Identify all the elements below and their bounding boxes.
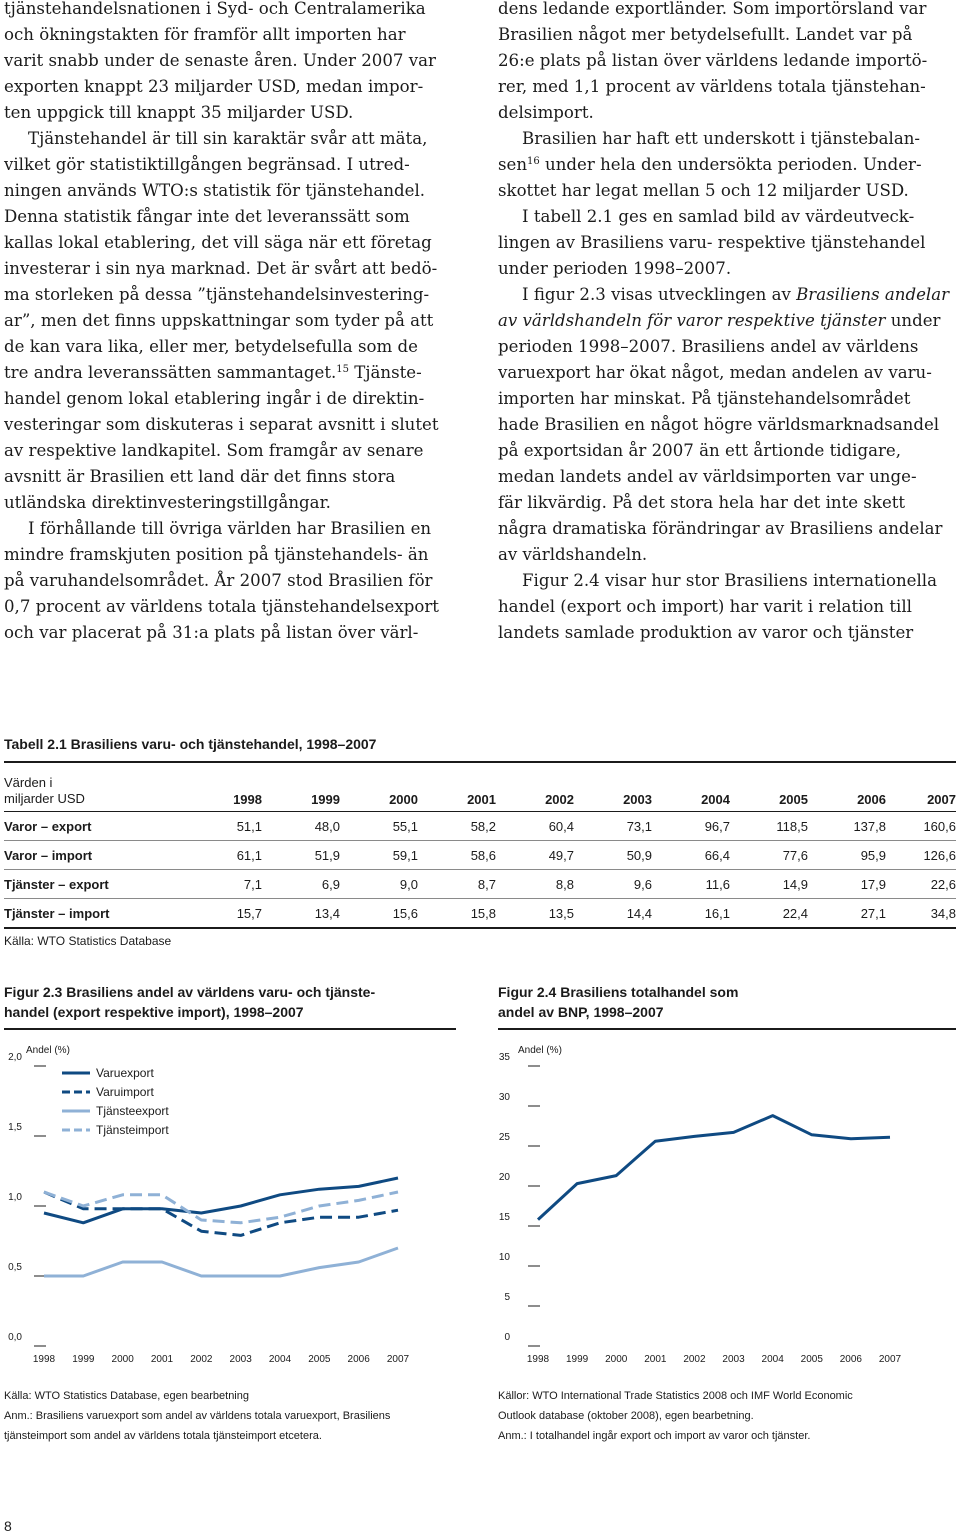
paragraph-1: tjänstehandelsnationen i Syd- och Centralamerika och ökningstakten för framför allt importen har varit snabb under de senaste åren. Under 2007 var exporten knappt 23 miljarder USD, medan impor- ten uppgick till knappt 35 miljarder USD. [4,0,436,122]
paragraph-2: Tjänstehandel är till sin karaktär svår att mäta, vilket gör statistiktillgången begränsad. I utred- ningen används WTO:s statistik för tjänstehandel. Denna statistik fångar inte det leveranssätt som kallas lokal etablering, det vill säga när ett företag investerar i sin nya marknad. Det är svårt att bedö- ma storleken på dessa ”tjänstehandelsinvestering- ar”, men det finns uppskattningar som tyder på att de kan vara lika, eller mer, betydelsefulla som de tre andra leveranssätten sammantaget.$^{15}$ Tjänste- handel genom lokal etablering ingår i de direktin- vesteringar som diskuteras i separat avsnitt i slutet av respektive landkapitel. Som framgår av senare avsnitt är Brasilien ett land där det finns stora utländska direktinvesteringstillgångar. [4,129,439,512]
y-tick-label: 25 [498,1132,510,1143]
y-tick-label: 30 [498,1092,510,1103]
x-tick-label: 2007 [878,1354,902,1365]
table-cell: 11,6 [652,870,730,899]
year-header: 2002 [496,766,574,812]
table-cell: 14,4 [574,899,652,929]
y-tick-label: 1,5 [8,1122,22,1133]
y-tick-label: 0,0 [8,1332,22,1343]
figure-2-4-source: Källor: WTO International Trade Statistics 2008 och IMF World Economic [498,1390,853,1402]
y-tick-label: 20 [498,1172,510,1183]
table-cell: 14,9 [730,870,808,899]
body-column-left [4,0,460,646]
y-axis-label: Andel (%) [518,1045,562,1056]
year-header: 1998 [176,766,262,812]
legend-label: Tjänsteexport [96,1104,169,1118]
table-cell: 16,1 [652,899,730,929]
x-tick-label: 2006 [347,1354,370,1365]
page-number: 8 [4,1518,12,1534]
x-tick-label: 2003 [229,1354,252,1365]
body-column-right [498,0,954,646]
x-tick-label: 2001 [150,1354,174,1365]
y-tick-label: 2,0 [8,1052,22,1063]
table-cell: 126,6 [886,841,956,870]
year-header: 2003 [574,766,652,812]
table-cell: 17,9 [808,870,886,899]
x-tick-label: 2002 [683,1354,706,1365]
table-cell: 48,0 [262,812,340,841]
table-cell: 160,6 [886,812,956,841]
figure-2-4-title: Figur 2.4 Brasiliens totalhandel som andel av BNP, 1998–2007 [498,984,739,1020]
paragraph-5: Brasilien har haft ett underskott i tjänstebalan- sen$^{16}$ under hela den undersökta perioden. Under- skottet har legat mellan 5 och 12 miljarder USD. [498,129,922,200]
x-tick-label: 2004 [268,1354,292,1365]
table-cell: 137,8 [808,812,886,841]
figure-2-3-note: tjänsteimport som andel av världens totala tjänsteimport etcetera. [4,1430,322,1442]
y-tick-label: 0 [504,1332,510,1343]
year-header: 2001 [418,766,496,812]
figure-2-4-notes [498,1386,853,1446]
paragraph-8: Figur 2.4 visar hur stor Brasiliens internationella handel (export och import) har varit i relation till landets samlade produktion av varor och tjänster [498,571,937,642]
legend-label: Tjänsteimport [96,1123,169,1137]
table-cell: 9,6 [574,870,652,899]
x-tick-label: 2005 [308,1354,331,1365]
year-header: 2007 [886,766,956,812]
table-row [4,841,956,870]
figure-2-4-source: Outlook database (oktober 2008), egen bearbetning. [498,1410,754,1422]
table-cell: 15,7 [176,899,262,929]
y-tick-label: 5 [504,1292,510,1303]
table-row [4,899,956,929]
table-cell: 15,8 [418,899,496,929]
figure-2-4-note: Anm.: I totalhandel ingår export och import av varor och tjänster. [498,1430,811,1442]
table-top-rule [4,761,956,763]
year-header: 2005 [730,766,808,812]
table-cell: 27,1 [808,899,886,929]
y-tick-label: 35 [498,1052,510,1063]
x-tick-label: 2003 [722,1354,745,1365]
figure-2-3-note: Anm.: Brasiliens varuexport som andel av världens totala varuexport, Brasiliens [4,1410,391,1422]
x-tick-label: 2000 [605,1354,628,1365]
row-label: Tjänster – export [4,870,176,899]
y-tick-label: 10 [498,1252,510,1263]
table-cell: 51,9 [262,841,340,870]
table-cell: 55,1 [340,812,418,841]
series-line-varuimport [44,1192,398,1235]
y-tick-label: 0,5 [8,1262,22,1273]
table-cell: 22,6 [886,870,956,899]
series-line-total [538,1116,890,1220]
table-cell: 34,8 [886,899,956,929]
table-cell: 9,0 [340,870,418,899]
table-cell: 49,7 [496,841,574,870]
x-tick-label: 1998 [526,1354,550,1365]
table-cell: 13,4 [262,899,340,929]
row-label: Varor – export [4,812,176,841]
figure-2-4-chart [494,1032,960,1372]
year-header: 2004 [652,766,730,812]
x-tick-label: 1999 [565,1354,589,1365]
x-tick-label: 2001 [644,1354,667,1365]
table-cell: 51,1 [176,812,262,841]
footnote-ref-15[interactable]: 15 [336,364,350,375]
x-tick-label: 2000 [111,1354,134,1365]
table-title: Tabell 2.1 Brasiliens varu- och tjänstehandel, 1998–2007 [4,736,377,752]
table-header-row [4,766,956,812]
table-cell: 61,1 [176,841,262,870]
y-tick-label: 15 [498,1212,510,1223]
table-cell: 95,9 [808,841,886,870]
table-cell: 59,1 [340,841,418,870]
table-row [4,870,956,899]
table-row [4,812,956,841]
row-label: Varor – import [4,841,176,870]
table-cell: 50,9 [574,841,652,870]
trade-table [4,766,956,929]
table-cell: 13,5 [496,899,574,929]
row-label: Tjänster – import [4,899,176,929]
unit-header: Värden i miljarder USD [4,766,176,812]
x-tick-label: 2007 [386,1354,410,1365]
table-cell: 60,4 [496,812,574,841]
table-cell: 73,1 [574,812,652,841]
x-tick-label: 2004 [761,1354,784,1365]
y-axis-label: Andel (%) [26,1045,70,1056]
paragraph-6: I tabell 2.1 ges en samlad bild av värdeutveck- lingen av Brasiliens varu- respektive tjänstehandel under perioden 1998–2007. [498,207,926,278]
table-cell: 77,6 [730,841,808,870]
legend-label: Varuexport [96,1066,154,1080]
table-cell: 8,8 [496,870,574,899]
series-line-tjänsteexport [44,1248,398,1276]
table-cell: 58,2 [418,812,496,841]
y-tick-label: 1,0 [8,1192,22,1203]
paragraph-3: I förhållande till övriga världen har Brasilien en mindre framskjuten position på tjänstehandels- än på varuhandelsområdet. År 2007 stod Brasilien för 0,7 procent av världens totala tjänstehandelsexport och var placerat på 31:a plats på listan över värl- [4,519,439,642]
year-header: 2000 [340,766,418,812]
table-cell: 8,7 [418,870,496,899]
footnote-ref-16[interactable]: 16 [527,156,540,167]
table-cell: 15,6 [340,899,418,929]
figure-2-3-source: Källa: WTO Statistics Database, egen bearbetning [4,1390,249,1402]
table-cell: 96,7 [652,812,730,841]
table-cell: 118,5 [730,812,808,841]
paragraph-4: dens ledande exportländer. Som importörsland var Brasilien något mer betydelsefullt. Landet var på 26:e plats på listan över världens ledande importö- rer, med 1,1 procent av världens totala tjänstehan- delsimport. [498,0,928,122]
paragraph-7: I figur 2.3 visas utvecklingen av Brasiliens andelar av världshandeln för varor respektive tjänster under perioden 1998–2007. Brasiliens andel av världens varuexport har ökat något, medan andelen av varu- importen har minskat. På tjänstehandelsområdet hade Brasilien en något högre världsmarknadsandel på exportsidan år 2007 än ett årtionde tidigare, medan landets andel av världsimporten var unge- fär likvärdig. På det stora hela har det inte skett några dramatiska förändringar av Brasiliens andelar av världshandeln. [498,285,950,564]
x-tick-label: 1998 [32,1354,56,1365]
x-tick-label: 2002 [190,1354,213,1365]
table-cell: 6,9 [262,870,340,899]
table-cell: 58,6 [418,841,496,870]
legend-label: Varuimport [96,1085,154,1099]
x-tick-label: 2006 [839,1354,863,1365]
figure-2-3-chart [0,1032,470,1372]
year-header: 1999 [262,766,340,812]
table-cell: 66,4 [652,841,730,870]
table-cell: 7,1 [176,870,262,899]
figure-2-3-title: Figur 2.3 Brasiliens andel av världens varu- och tjänste- handel (export respektive import), 1998–2007 [4,984,376,1020]
year-header: 2006 [808,766,886,812]
figure-2-4-rule [498,1028,956,1030]
table-cell: 22,4 [730,899,808,929]
x-tick-label: 1999 [72,1354,95,1365]
x-tick-label: 2005 [800,1354,823,1365]
table-source: Källa: WTO Statistics Database [4,934,172,948]
figure-2-3-notes [4,1386,390,1446]
figure-2-3-rule [4,1028,456,1030]
